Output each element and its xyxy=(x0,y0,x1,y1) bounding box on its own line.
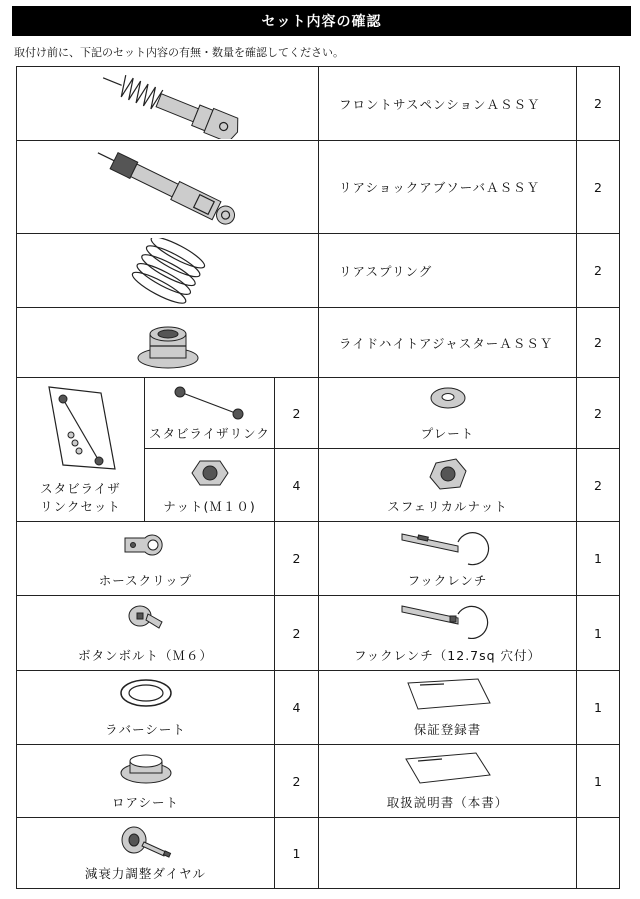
item-qty: 1 xyxy=(577,522,620,596)
item-name-line2: リンクセット xyxy=(40,498,121,514)
item-name: フックレンチ（12.7sq 穴付） xyxy=(353,648,542,663)
item-name-line1: スタビライザ xyxy=(40,480,121,496)
image-cell xyxy=(145,449,275,522)
item-qty: 2 xyxy=(577,234,620,308)
hook-wrench-icon xyxy=(398,528,498,568)
image-cell xyxy=(319,378,577,449)
item-qty: 2 xyxy=(275,745,319,818)
table-row xyxy=(17,522,620,596)
item-name: フックレンチ xyxy=(407,573,488,588)
stabilizer-link-icon xyxy=(170,384,250,424)
image-cell xyxy=(319,449,577,522)
item-name: ホースクリップ xyxy=(98,573,193,588)
image-cell xyxy=(319,596,577,671)
item-qty: 1 xyxy=(577,596,620,671)
parts-table xyxy=(16,66,620,889)
item-name: ライドハイトアジャスターＡＳＳＹ xyxy=(319,308,577,378)
ride-height-adjuster-icon xyxy=(17,312,318,374)
image-cell xyxy=(319,671,577,745)
coil-spring-icon xyxy=(17,238,318,304)
item-name: リアショックアブソーバＡＳＳＹ xyxy=(319,141,577,234)
manual-document-icon xyxy=(398,751,498,785)
empty-cell xyxy=(577,818,620,889)
item-qty: 2 xyxy=(275,522,319,596)
item-name: スタビライザリンク xyxy=(149,426,270,441)
table-row xyxy=(17,596,620,671)
table-row xyxy=(17,818,620,889)
empty-cell xyxy=(319,818,577,889)
image-cell xyxy=(17,234,319,308)
item-qty: 1 xyxy=(577,671,620,745)
spherical-nut-icon xyxy=(428,455,468,493)
item-qty: 2 xyxy=(275,596,319,671)
item-qty: 1 xyxy=(275,818,319,889)
rear-shock-absorber-icon xyxy=(17,144,318,230)
item-name: ナット(Ｍ１０) xyxy=(163,499,256,514)
item-qty: 1 xyxy=(577,745,620,818)
item-qty: 4 xyxy=(275,449,319,522)
table-row xyxy=(17,378,620,449)
plate-washer-icon xyxy=(428,384,468,412)
table-row xyxy=(17,67,620,141)
intro-text: 取付け前に、下記のセット内容の有無・数量を確認してください。 xyxy=(14,46,344,59)
item-qty: 4 xyxy=(275,671,319,745)
item-qty: 2 xyxy=(577,67,620,141)
stabilizer-link-set-icon xyxy=(41,385,121,471)
image-cell xyxy=(17,67,319,141)
item-name: ラバーシート xyxy=(105,722,186,737)
image-cell xyxy=(17,818,275,889)
item-name: フロントサスペンションＡＳＳＹ xyxy=(319,67,577,141)
front-suspension-icon xyxy=(17,69,318,139)
table-row xyxy=(17,308,620,378)
page-title: セット内容の確認 xyxy=(12,6,631,36)
table-row xyxy=(17,671,620,745)
item-name: 保証登録書 xyxy=(413,722,482,737)
stabilizer-set-cell xyxy=(17,378,145,522)
item-name: ロアシート xyxy=(111,795,179,810)
item-qty: 2 xyxy=(577,141,620,234)
item-qty: 2 xyxy=(577,378,620,449)
item-name: 取扱説明書（本書） xyxy=(386,795,509,810)
button-bolt-icon xyxy=(126,602,166,634)
item-qty: 2 xyxy=(577,308,620,378)
image-cell xyxy=(319,522,577,596)
image-cell xyxy=(17,596,275,671)
image-cell xyxy=(17,522,275,596)
hook-wrench-hole-icon xyxy=(398,602,498,646)
image-cell xyxy=(17,308,319,378)
hose-clip-icon xyxy=(121,528,171,558)
item-name: 減衰力調整ダイヤル xyxy=(84,866,207,881)
lower-seat-icon xyxy=(118,751,174,785)
table-row xyxy=(17,745,620,818)
table-row xyxy=(17,234,620,308)
item-name: ボタンボルト（Ｍ６） xyxy=(77,648,213,663)
image-cell xyxy=(145,378,275,449)
nut-icon xyxy=(190,455,230,491)
image-cell xyxy=(17,671,275,745)
item-name: プレート xyxy=(420,426,475,441)
rubber-sheet-icon xyxy=(118,677,174,709)
image-cell xyxy=(17,745,275,818)
damping-dial-icon xyxy=(118,824,174,862)
item-qty: 2 xyxy=(577,449,620,522)
image-cell xyxy=(17,141,319,234)
item-qty: 2 xyxy=(275,378,319,449)
item-name: スフェリカルナット xyxy=(387,499,508,514)
warranty-document-icon xyxy=(398,677,498,711)
image-cell xyxy=(319,745,577,818)
table-row xyxy=(17,141,620,234)
item-name: リアスプリング xyxy=(319,234,577,308)
